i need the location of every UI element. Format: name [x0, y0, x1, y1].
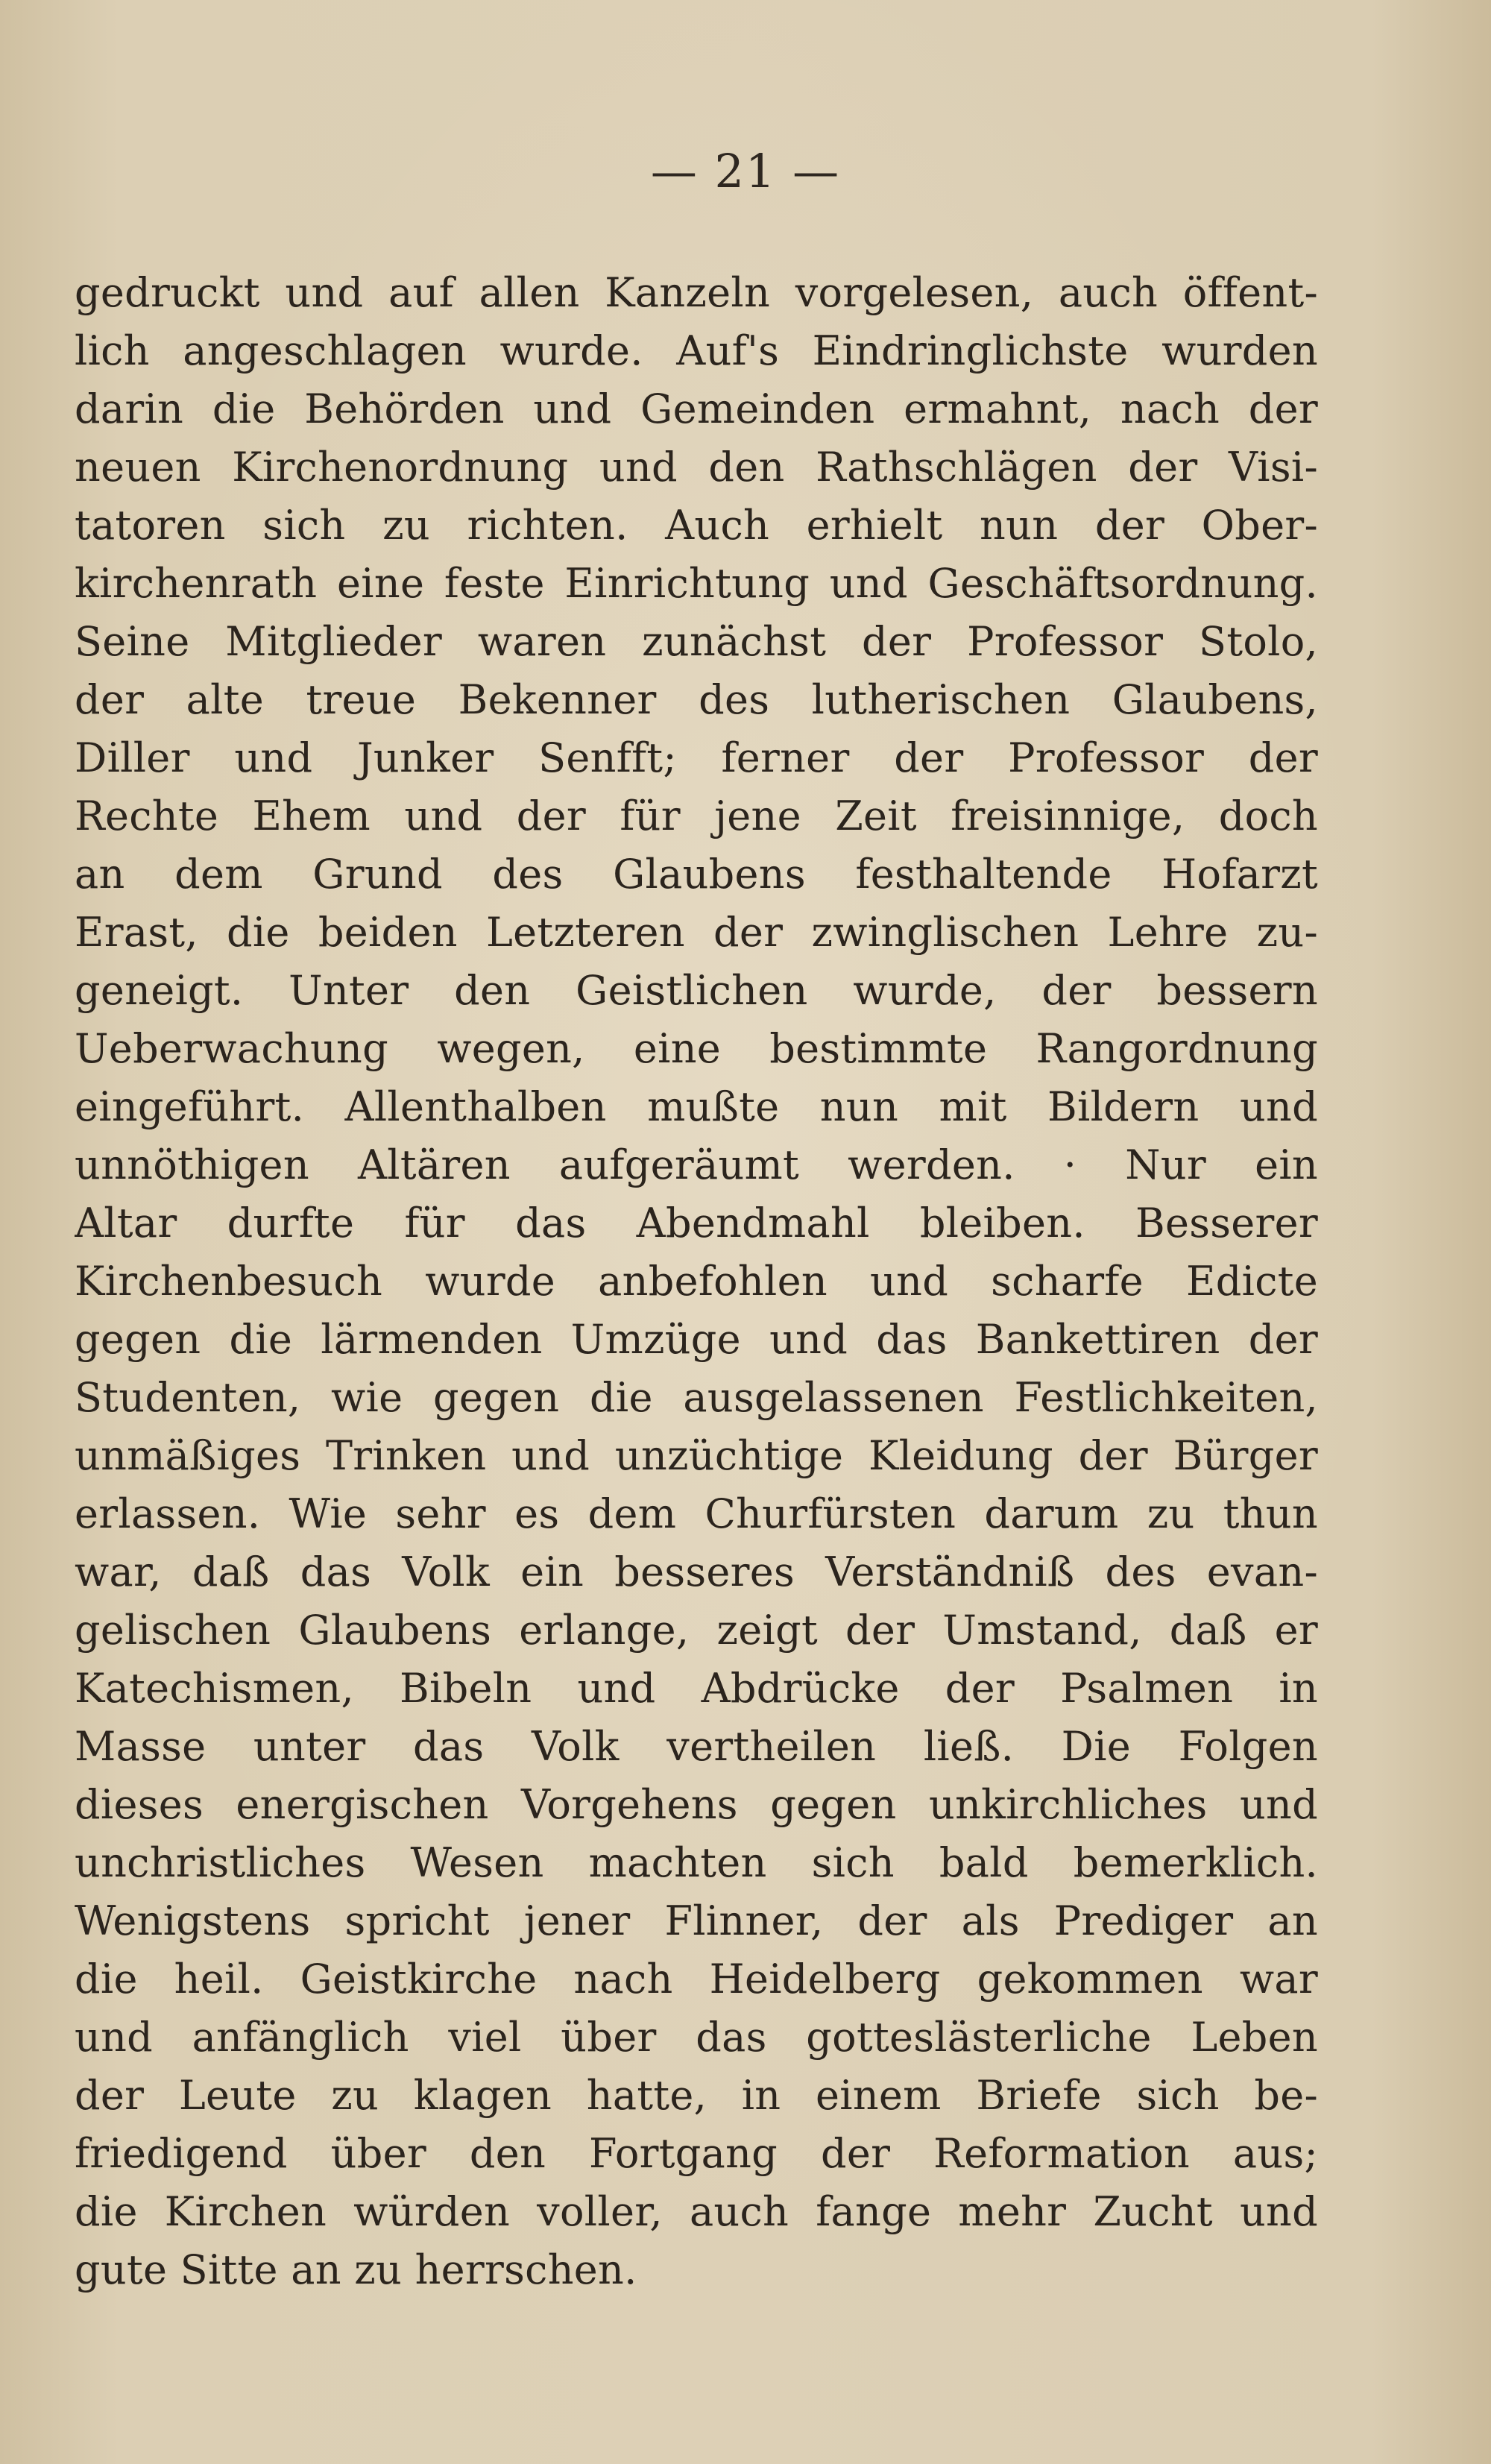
text-line: geneigt. Unter den Geistlichen wurde, der bessern [75, 967, 1318, 1014]
text-line: an dem Grund des Glaubens festhaltende Hofarzt [75, 851, 1318, 898]
text-line: tatoren sich zu richten. Auch erhielt nun der Ober- [75, 502, 1318, 549]
text-line: Erast, die beiden Letzteren der zwinglischen Lehre zu- [75, 909, 1318, 956]
text-line: unnöthigen Altären aufgeräumt werden. · Nur ein [75, 1141, 1318, 1188]
text-line: Masse unter das Volk vertheilen ließ. Die Folgen [75, 1723, 1318, 1770]
text-line: Studenten, wie gegen die ausgelassenen Festlichkeiten, [75, 1374, 1318, 1421]
text-line: Altar durfte für das Abendmahl bleiben. Besserer [75, 1200, 1318, 1247]
text-line: Seine Mitglieder waren zunächst der Professor Stolo, [75, 618, 1318, 665]
text-line: dieses energischen Vorgehens gegen unkirchliches und [75, 1781, 1318, 1828]
text-line: gelischen Glaubens erlange, zeigt der Umstand, daß er [75, 1607, 1318, 1654]
text-line: der Leute zu klagen hatte, in einem Briefe sich be- [75, 2072, 1318, 2119]
text-line: gedruckt und auf allen Kanzeln vorgelesen, auch öffent- [75, 269, 1318, 316]
text-line: Rechte Ehem und der für jene Zeit freisinnige, doch [75, 793, 1318, 839]
text-line: unchristliches Wesen machten sich bald bemerklich. [75, 1839, 1318, 1886]
text-line: lich angeschlagen wurde. Auf's Eindringlichste wurden [75, 327, 1318, 374]
text-line: Diller und Junker Senfft; ferner der Professor der [75, 734, 1318, 781]
text-line: Wenigstens spricht jener Flinner, der als Prediger an [75, 1897, 1318, 1944]
text-line: gegen die lärmenden Umzüge und das Bankettiren der [75, 1316, 1318, 1363]
text-line: war, daß das Volk ein besseres Verständniß des evan- [75, 1548, 1318, 1595]
body-text [75, 264, 1318, 2299]
text-line: die Kirchen würden voller, auch fange mehr Zucht und [75, 2188, 1318, 2235]
text-line: Ueberwachung wegen, eine bestimmte Rangordnung [75, 1025, 1318, 1072]
text-line: darin die Behörden und Gemeinden ermahnt, nach der [75, 385, 1318, 432]
text-line: neuen Kirchenordnung und den Rathschlägen der Visi- [75, 444, 1318, 491]
text-line: friedigend über den Fortgang der Reformation aus; [75, 2130, 1318, 2177]
text-line: gute Sitte an zu herrschen. [75, 2246, 637, 2293]
text-line: Kirchenbesuch wurde anbefohlen und scharfe Edicte [75, 1258, 1318, 1305]
text-line: erlassen. Wie sehr es dem Churfürsten darum zu thun [75, 1490, 1318, 1537]
text-line: eingeführt. Allenthalben mußte nun mit Bildern und [75, 1083, 1318, 1130]
text-line: Katechismen, Bibeln und Abdrücke der Psalmen in [75, 1665, 1318, 1712]
text-line: unmäßiges Trinken und unzüchtige Kleidung der Bürger [75, 1432, 1318, 1479]
text-line: und anfänglich viel über das gotteslästerliche Leben [75, 2014, 1318, 2061]
page-number: — 21 — [650, 144, 841, 198]
text-line: die heil. Geistkirche nach Heidelberg gekommen war [75, 1956, 1318, 2003]
text-line: der alte treue Bekenner des lutherischen Glaubens, [75, 676, 1318, 723]
text-line: kirchenrath eine feste Einrichtung und Geschäftsordnung. [75, 560, 1318, 607]
